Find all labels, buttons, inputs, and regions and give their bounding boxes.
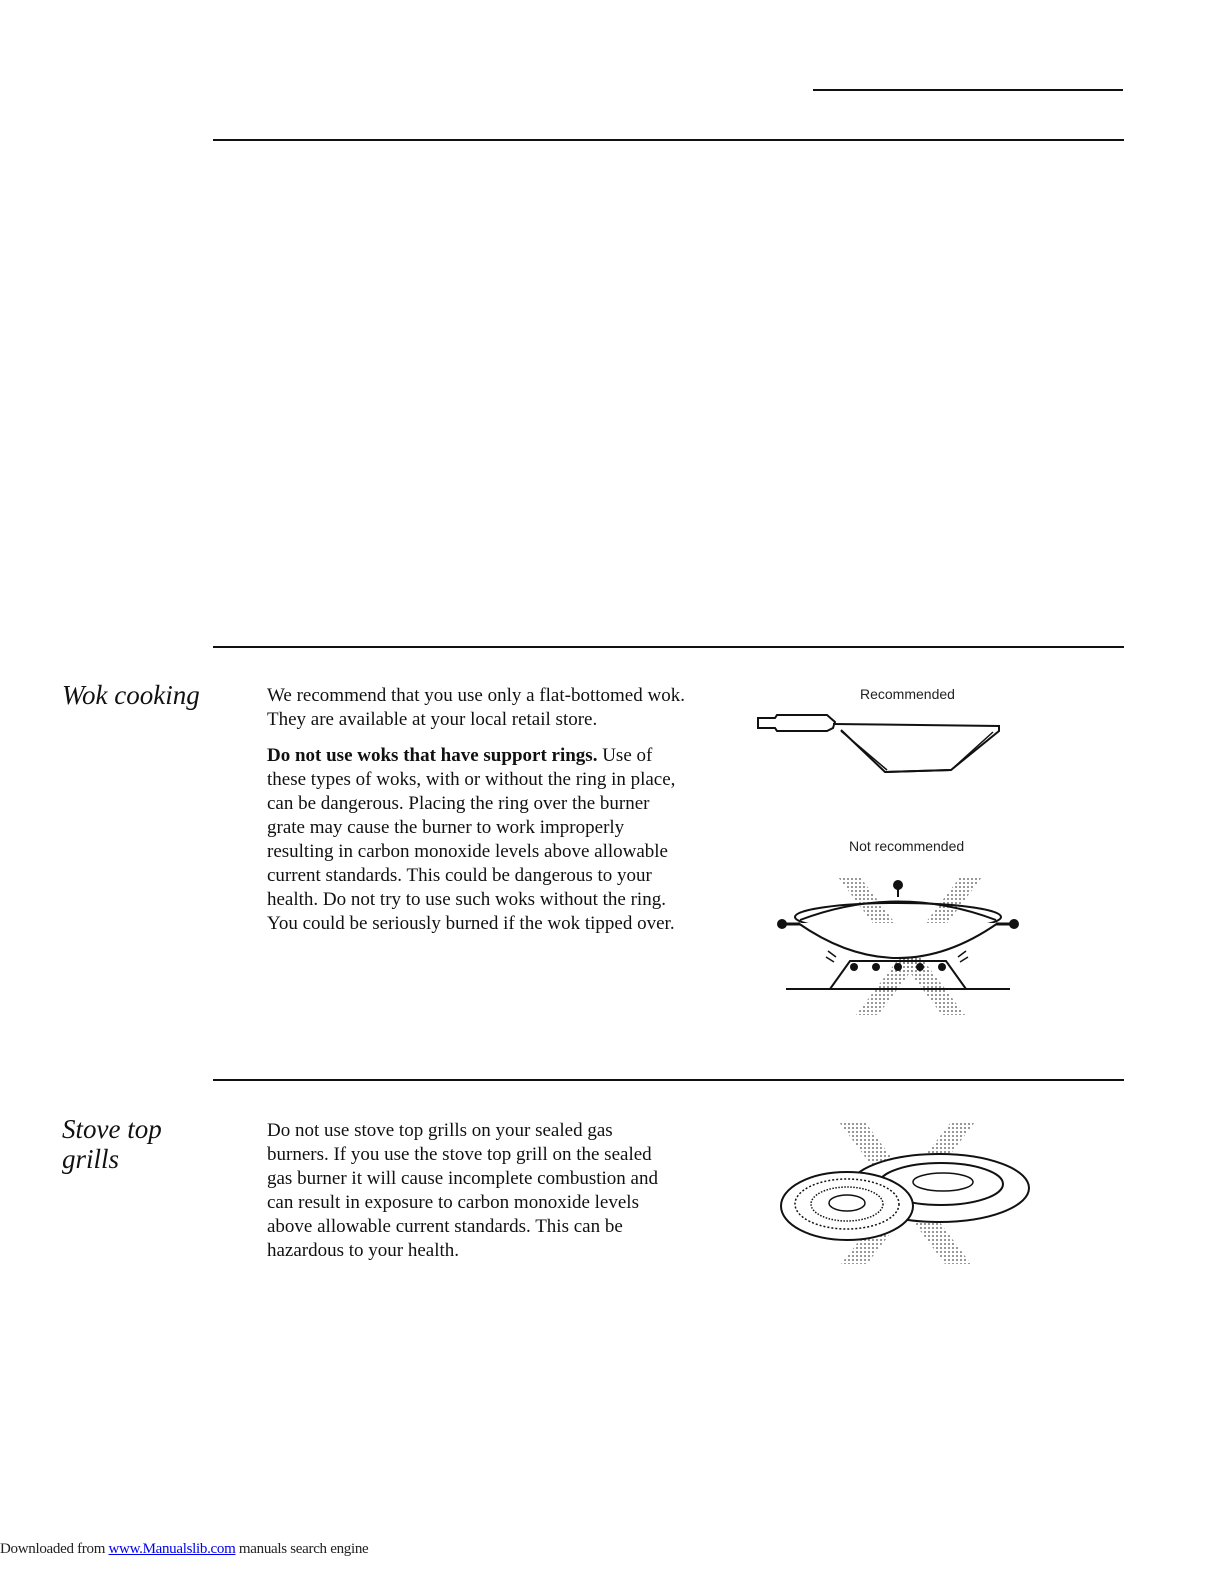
wok-cooking-heading: Wok cooking xyxy=(62,680,200,710)
ring-wok-illustration xyxy=(770,865,1025,1020)
section-divider-wok xyxy=(213,646,1124,648)
wok-warning-bold: Do not use woks that have support rings. xyxy=(267,745,598,766)
manualslib-link[interactable]: www.Manualslib.com xyxy=(108,1541,236,1557)
caption-not-recommended: Not recommended xyxy=(849,838,965,854)
wok-warning-text: Use of these types of woks, with or without the ring in place, can be dangerous. Placing the ring over the burner grate may cause the burner to work improperly resulting in carbon monoxide levels above allowable current standards. This could be dangerous to your health. Do not try to use such woks without the ring. You could be seriously burned if the wok tipped over. xyxy=(267,745,676,934)
header-rule-short xyxy=(813,89,1123,91)
caption-recommended: Recommended xyxy=(860,686,955,702)
stove-top-grills-text xyxy=(267,1119,667,1275)
footer-prefix: Downloaded from xyxy=(0,1541,109,1557)
download-footer xyxy=(0,1541,368,1558)
wok-paragraph-1: We recommend that you use only a flat-bottomed wok. They are available at your local retail store. xyxy=(267,685,685,730)
flat-bottom-wok-illustration xyxy=(755,712,1005,778)
header-rule-long xyxy=(213,139,1124,141)
section-divider-grills xyxy=(213,1079,1124,1081)
stove-top-grills-heading: Stove top grills xyxy=(62,1114,162,1174)
footer-suffix: manuals search engine xyxy=(235,1541,369,1557)
wok-cooking-text xyxy=(267,684,687,948)
grill-paragraph: Do not use stove top grills on your sealed gas burners. If you use the stove top grill on the sealed gas burner it will cause incomplete combustion and can result in exposure to carbon monoxide levels above allowable current standards. This can be hazardous to your health. xyxy=(267,1120,658,1261)
stove-top-grill-illustration xyxy=(775,1118,1037,1268)
wok-paragraph-2 xyxy=(267,744,687,936)
